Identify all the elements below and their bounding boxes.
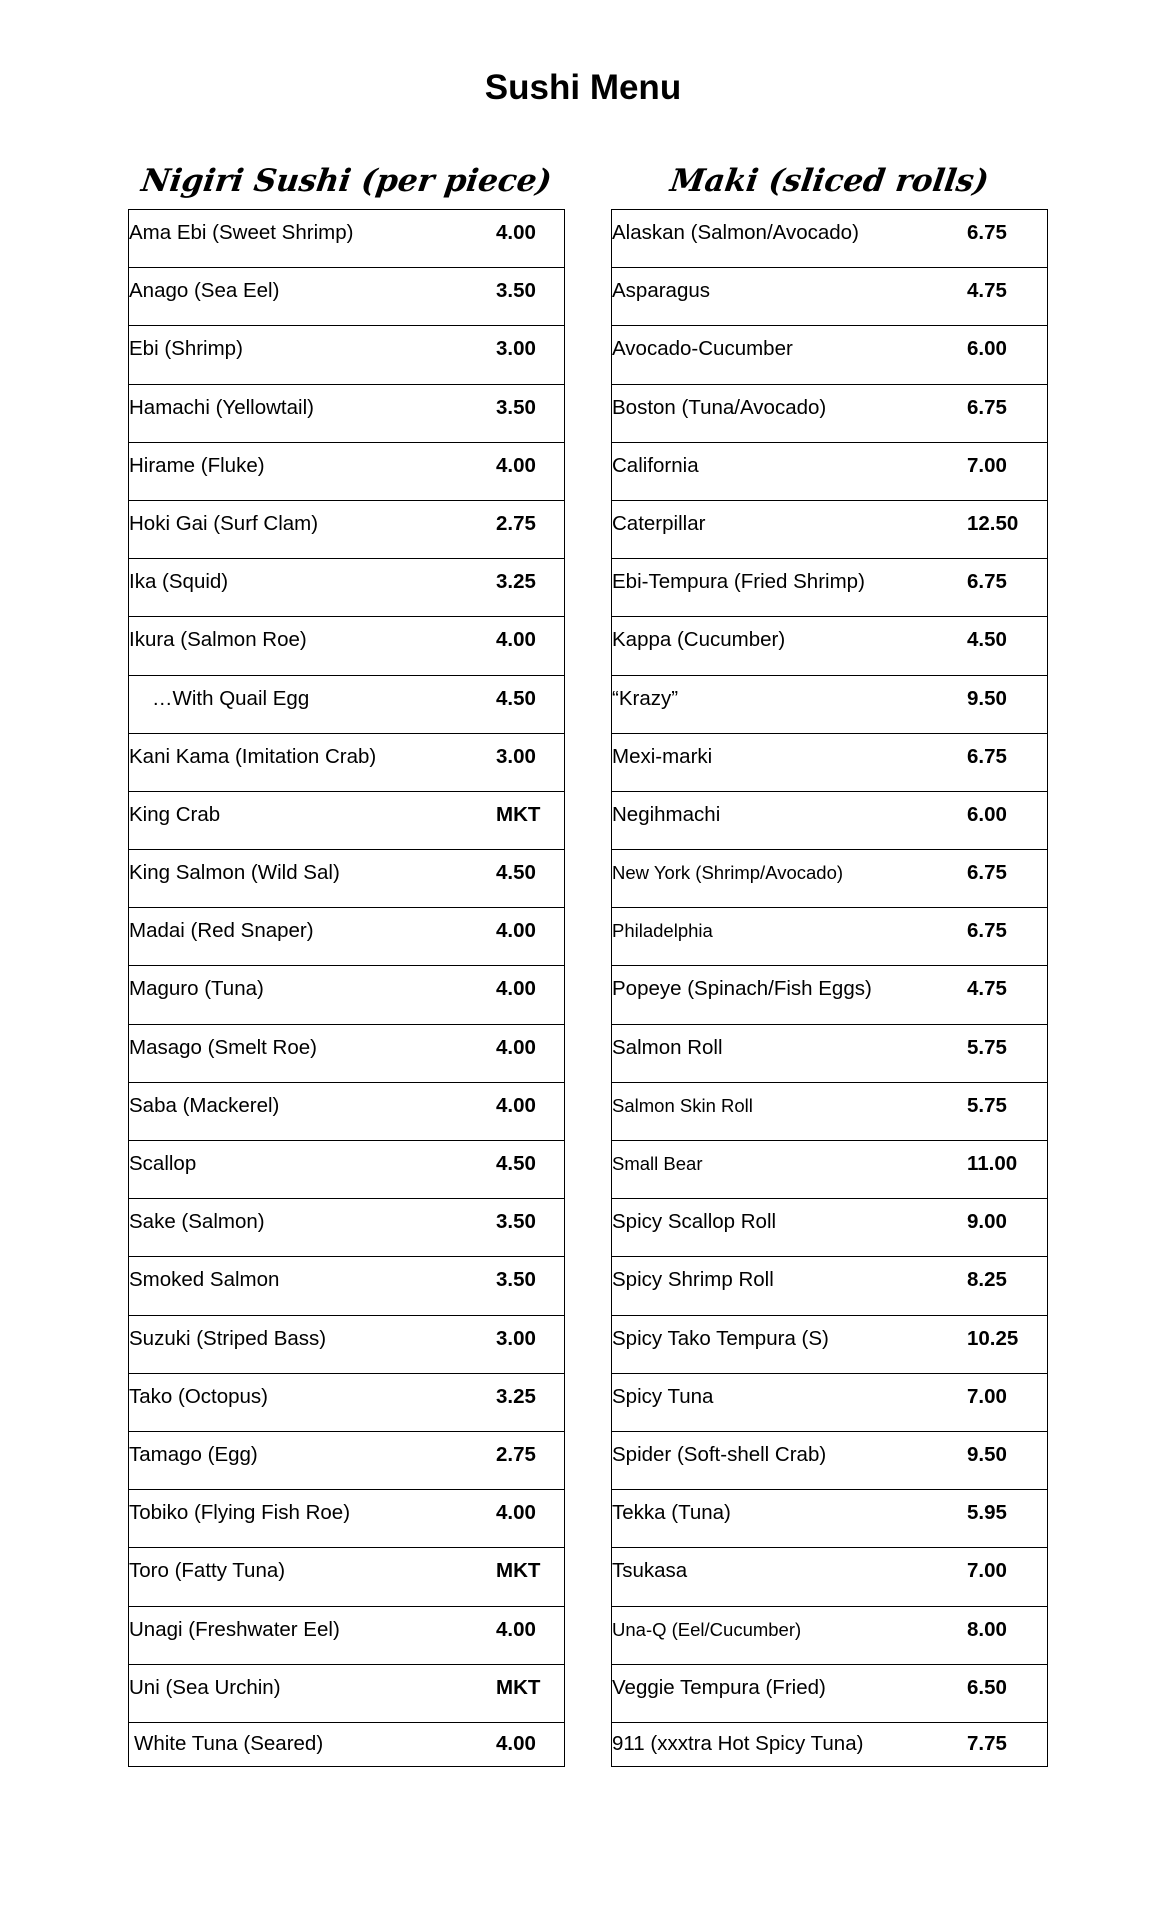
nigiri-item-name: Madai (Red Snaper) <box>129 919 314 943</box>
nigiri-item-name: Hamachi (Yellowtail) <box>129 395 314 419</box>
nigiri-item-price: 3.50 <box>496 1210 536 1234</box>
maki-item-name: Philadelphia <box>612 920 713 942</box>
nigiri-row <box>129 1607 564 1665</box>
maki-item-name: Tekka (Tuna) <box>612 1501 731 1525</box>
maki-row <box>612 908 1047 966</box>
maki-item-price: 11.00 <box>967 1152 1018 1175</box>
maki-item-name: Salmon Roll <box>612 1035 723 1059</box>
maki-item-name: Boston (Tuna/Avocado) <box>612 395 827 419</box>
maki-item-name: Caterpillar <box>612 511 706 535</box>
nigiri-item-name: Suzuki (Striped Bass) <box>129 1326 327 1350</box>
maki-item-price: 5.95 <box>967 1501 1007 1525</box>
maki-row <box>612 734 1047 792</box>
maki-item-name: 911 (xxxtra Hot Spicy Tuna) <box>612 1731 864 1755</box>
maki-item-price: 8.00 <box>967 1617 1007 1641</box>
nigiri-item-price: 4.00 <box>496 919 536 943</box>
nigiri-item-name: King Salmon (Wild Sal) <box>129 861 340 885</box>
maki-item-name: Popeye (Spinach/Fish Eggs) <box>612 977 872 1001</box>
maki-item-price: 4.75 <box>967 977 1007 1001</box>
nigiri-heading: Nigiri Sushi (per piece) <box>139 163 554 199</box>
nigiri-row <box>129 908 564 966</box>
nigiri-item-price: 4.00 <box>496 1617 536 1641</box>
maki-row <box>612 850 1047 908</box>
maki-row <box>612 676 1047 734</box>
maki-item-name: Spicy Shrimp Roll <box>612 1268 774 1292</box>
nigiri-item-price: 4.00 <box>496 221 536 244</box>
nigiri-item-price: 4.00 <box>496 628 536 652</box>
maki-item-name: Asparagus <box>612 279 711 303</box>
maki-item-name: New York (Shrimp/Avocado) <box>612 862 844 884</box>
nigiri-item-price: 3.00 <box>496 744 536 768</box>
nigiri-row <box>129 1665 564 1723</box>
nigiri-row <box>129 1723 564 1767</box>
nigiri-row <box>129 443 564 501</box>
maki-item-name: Tsukasa <box>612 1559 688 1583</box>
nigiri-item-name: Sake (Salmon) <box>129 1210 265 1234</box>
maki-item-name: Spicy Tako Tempura (S) <box>612 1326 829 1350</box>
maki-row <box>612 1665 1047 1723</box>
maki-item-price: 10.25 <box>967 1326 1019 1350</box>
nigiri-row <box>129 734 564 792</box>
nigiri-table <box>128 209 565 1767</box>
maki-item-price: 7.00 <box>967 1559 1007 1583</box>
nigiri-item-price: 4.50 <box>496 686 536 710</box>
nigiri-item-price: 3.50 <box>496 279 536 303</box>
maki-row <box>612 326 1047 384</box>
maki-row <box>612 1316 1047 1374</box>
maki-item-price: 4.75 <box>967 279 1007 303</box>
nigiri-row <box>129 617 564 675</box>
nigiri-item-name: Smoked Salmon <box>129 1268 280 1292</box>
maki-row <box>612 1432 1047 1490</box>
maki-item-price: 9.50 <box>967 686 1007 710</box>
maki-row <box>612 559 1047 617</box>
maki-item-price: 6.00 <box>967 802 1007 826</box>
maki-heading: Maki (sliced rolls) <box>668 163 991 199</box>
maki-item-price: 7.75 <box>967 1731 1007 1755</box>
maki-row <box>612 1257 1047 1315</box>
nigiri-item-name: Tobiko (Flying Fish Roe) <box>129 1501 351 1525</box>
maki-table <box>611 209 1048 1767</box>
nigiri-row <box>129 966 564 1024</box>
maki-row <box>612 210 1047 268</box>
maki-row <box>612 1199 1047 1257</box>
maki-row <box>612 1083 1047 1141</box>
maki-item-price: 6.00 <box>967 337 1007 361</box>
nigiri-row <box>129 501 564 559</box>
nigiri-item-name: …With Quail Egg <box>152 686 310 710</box>
nigiri-item-name: Ebi (Shrimp) <box>129 337 243 361</box>
maki-item-price: 6.75 <box>967 744 1007 768</box>
maki-row <box>612 1025 1047 1083</box>
maki-item-price: 6.50 <box>967 1675 1007 1699</box>
nigiri-item-name: Kani Kama (Imitation Crab) <box>129 744 377 768</box>
nigiri-item-price: 4.00 <box>496 1035 536 1059</box>
nigiri-item-price: MKT <box>496 1675 541 1699</box>
nigiri-row <box>129 1199 564 1257</box>
maki-item-price: 6.75 <box>967 395 1007 419</box>
maki-row <box>612 501 1047 559</box>
maki-item-name: Spider (Soft-shell Crab) <box>612 1442 827 1466</box>
nigiri-item-name: Ikura (Salmon Roe) <box>129 628 307 652</box>
maki-item-name: Avocado-Cucumber <box>612 337 793 361</box>
nigiri-item-price: 3.50 <box>496 395 536 419</box>
maki-item-price: 5.75 <box>967 1035 1007 1059</box>
maki-item-name: Veggie Tempura (Fried) <box>612 1675 826 1699</box>
nigiri-item-price: 3.00 <box>496 337 536 361</box>
maki-row <box>612 617 1047 675</box>
maki-row <box>612 1490 1047 1548</box>
maki-item-name: Una-Q (Eel/Cucumber) <box>612 1618 802 1640</box>
nigiri-row <box>129 792 564 850</box>
nigiri-row <box>129 1257 564 1315</box>
nigiri-row <box>129 1083 564 1141</box>
nigiri-row <box>129 559 564 617</box>
nigiri-item-name: Maguro (Tuna) <box>129 977 264 1001</box>
maki-item-name: Mexi-marki <box>612 744 713 768</box>
nigiri-item-name: Uni (Sea Urchin) <box>129 1675 281 1699</box>
maki-row <box>612 1141 1047 1199</box>
nigiri-item-price: 4.50 <box>496 861 536 885</box>
nigiri-item-price: 4.00 <box>496 453 536 477</box>
maki-item-price: 8.25 <box>967 1268 1007 1292</box>
nigiri-item-name: Ika (Squid) <box>129 570 229 594</box>
nigiri-row <box>129 676 564 734</box>
nigiri-item-name: Scallop <box>129 1152 197 1175</box>
nigiri-item-name: Tamago (Egg) <box>129 1442 258 1466</box>
maki-row <box>612 268 1047 326</box>
nigiri-item-price: 4.50 <box>496 1152 536 1175</box>
nigiri-item-name: Masago (Smelt Roe) <box>129 1035 317 1059</box>
maki-item-name: California <box>612 453 699 477</box>
nigiri-row <box>129 1374 564 1432</box>
nigiri-row <box>129 850 564 908</box>
maki-row <box>612 1548 1047 1606</box>
maki-item-price: 6.75 <box>967 861 1007 885</box>
maki-item-price: 6.75 <box>967 919 1007 943</box>
nigiri-item-name: Hoki Gai (Surf Clam) <box>129 511 319 535</box>
nigiri-row <box>129 268 564 326</box>
nigiri-item-name: Anago (Sea Eel) <box>129 279 280 303</box>
nigiri-item-price: 3.00 <box>496 1326 536 1350</box>
nigiri-item-price: 3.25 <box>496 570 536 594</box>
maki-item-price: 6.75 <box>967 221 1007 244</box>
maki-item-price: 9.50 <box>967 1442 1007 1466</box>
nigiri-item-name: Hirame (Fluke) <box>129 453 265 477</box>
nigiri-item-name: White Tuna (Seared) <box>134 1731 324 1755</box>
nigiri-item-price: 3.25 <box>496 1384 536 1408</box>
nigiri-item-price: 4.00 <box>496 977 536 1001</box>
nigiri-item-price: 4.00 <box>496 1501 536 1525</box>
maki-item-price: 9.00 <box>967 1210 1007 1234</box>
maki-row <box>612 1374 1047 1432</box>
nigiri-item-name: Ama Ebi (Sweet Shrimp) <box>129 221 354 244</box>
nigiri-row <box>129 210 564 268</box>
maki-row <box>612 792 1047 850</box>
maki-row <box>612 443 1047 501</box>
maki-item-price: 6.75 <box>967 570 1007 594</box>
nigiri-item-name: Toro (Fatty Tuna) <box>129 1559 286 1583</box>
nigiri-item-name: Unagi (Freshwater Eel) <box>129 1617 340 1641</box>
nigiri-row <box>129 1025 564 1083</box>
page-title: Sushi Menu <box>484 68 682 107</box>
nigiri-item-name: Saba (Mackerel) <box>129 1093 280 1117</box>
nigiri-item-name: King Crab <box>129 802 221 826</box>
nigiri-item-price: 2.75 <box>496 511 536 535</box>
maki-item-name: Negihmachi <box>612 802 721 826</box>
nigiri-item-name: Tako (Octopus) <box>129 1384 268 1408</box>
nigiri-row <box>129 326 564 384</box>
nigiri-item-price: 3.50 <box>496 1268 536 1292</box>
nigiri-row <box>129 1141 564 1199</box>
maki-item-name: Ebi-Tempura (Fried Shrimp) <box>612 570 865 594</box>
maki-item-price: 4.50 <box>967 628 1007 652</box>
nigiri-row <box>129 1316 564 1374</box>
nigiri-row <box>129 1432 564 1490</box>
nigiri-item-price: MKT <box>496 802 541 826</box>
maki-item-name: Spicy Tuna <box>612 1384 714 1408</box>
nigiri-item-price: 4.00 <box>496 1731 536 1755</box>
nigiri-item-price: 2.75 <box>496 1442 536 1466</box>
maki-row <box>612 1607 1047 1665</box>
nigiri-item-price: MKT <box>496 1559 541 1583</box>
maki-item-price: 7.00 <box>967 453 1007 477</box>
maki-item-name: Salmon Skin Roll <box>612 1094 753 1116</box>
maki-item-price: 12.50 <box>967 511 1019 535</box>
nigiri-row <box>129 1490 564 1548</box>
maki-item-price: 5.75 <box>967 1093 1007 1117</box>
maki-row <box>612 966 1047 1024</box>
maki-row <box>612 1723 1047 1767</box>
maki-item-name: Spicy Scallop Roll <box>612 1210 777 1234</box>
nigiri-item-price: 4.00 <box>496 1093 536 1117</box>
maki-row <box>612 385 1047 443</box>
maki-item-name: Alaskan (Salmon/Avocado) <box>612 221 859 244</box>
maki-item-price: 7.00 <box>967 1384 1007 1408</box>
nigiri-row <box>129 1548 564 1606</box>
maki-item-name: “Krazy” <box>612 686 679 710</box>
nigiri-row <box>129 385 564 443</box>
maki-item-name: Small Bear <box>612 1153 703 1174</box>
maki-item-name: Kappa (Cucumber) <box>612 628 786 652</box>
